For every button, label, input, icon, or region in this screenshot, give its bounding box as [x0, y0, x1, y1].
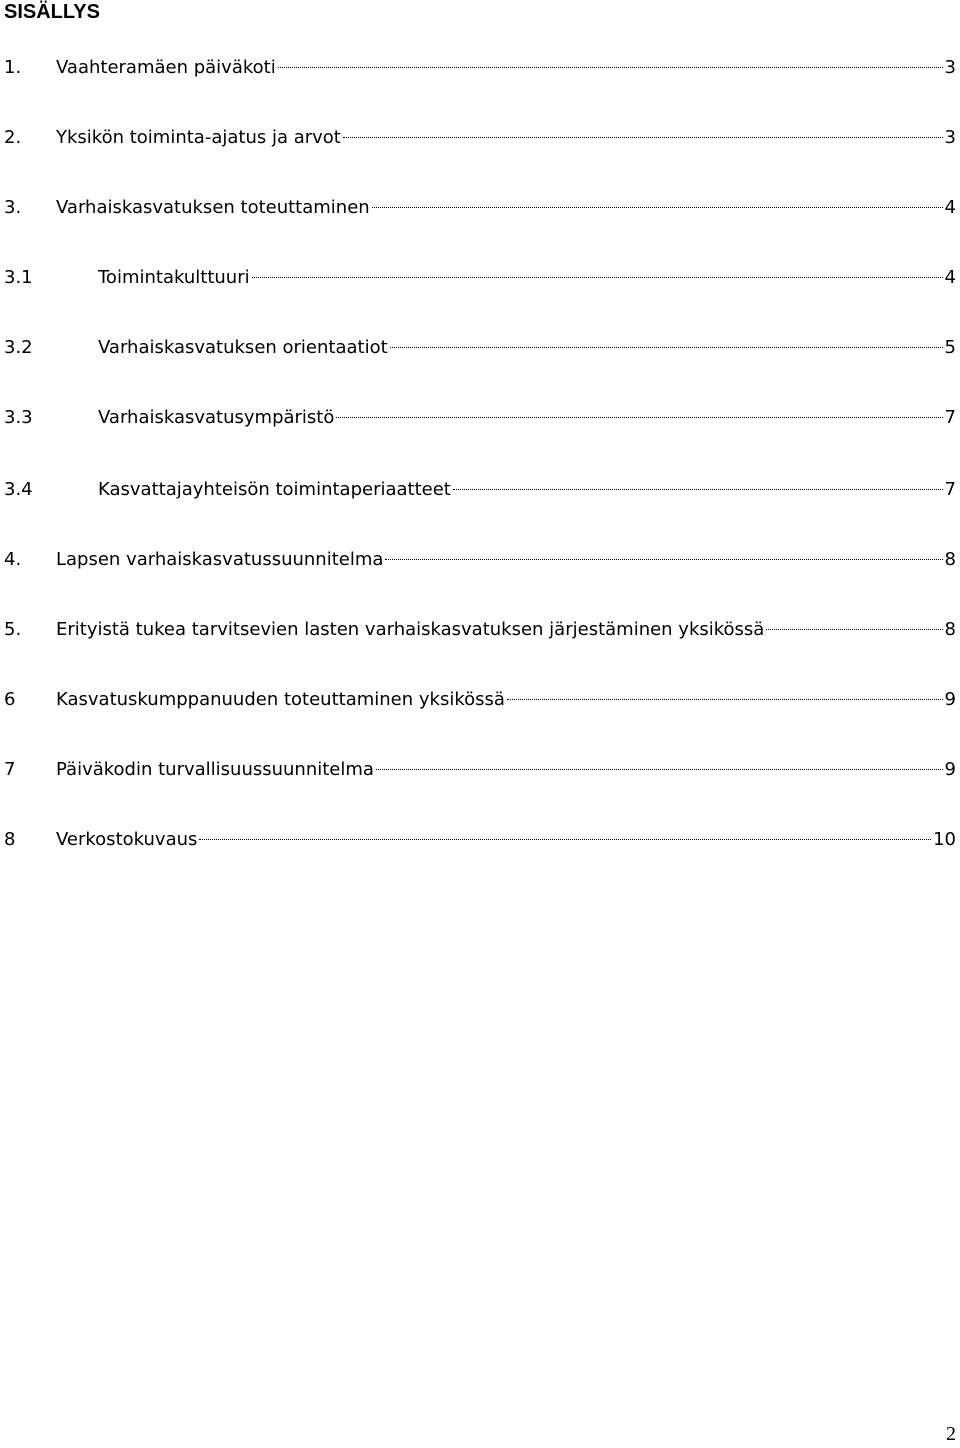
- toc-entry-page: 4: [944, 197, 956, 218]
- toc-entry-title: Varhaiskasvatuksen toteuttaminen: [56, 197, 370, 218]
- toc-entry[interactable]: [4, 266, 956, 290]
- toc-entry-number: 8: [4, 829, 16, 850]
- page-number: 2: [946, 1423, 956, 1445]
- toc-entry-title: Varhaiskasvatusympäristö: [98, 407, 335, 428]
- toc-dot-leader: [453, 489, 943, 490]
- toc-entry-title: Päiväkodin turvallisuussuunnitelma: [56, 759, 374, 780]
- toc-entry[interactable]: [4, 688, 956, 712]
- toc-entry-number: 3.1: [4, 267, 33, 288]
- toc-entry-page: 9: [944, 759, 956, 780]
- toc-entry-title: Lapsen varhaiskasvatussuunnitelma: [56, 549, 384, 570]
- toc-entry-page: 7: [944, 407, 956, 428]
- toc-entry-number: 4.: [4, 549, 22, 570]
- toc-entry-page: 8: [944, 619, 956, 640]
- toc-entry-number: 2.: [4, 127, 22, 148]
- toc-entry[interactable]: [4, 618, 956, 642]
- toc-dot-leader: [252, 277, 943, 278]
- toc-dot-leader: [336, 417, 942, 418]
- toc-entry-number: 7: [4, 759, 16, 780]
- toc-dot-leader: [343, 137, 943, 138]
- toc-dot-leader: [766, 629, 942, 630]
- toc-entry[interactable]: [4, 548, 956, 572]
- toc-entry-number: 6: [4, 689, 16, 710]
- toc-entry-page: 3: [944, 127, 956, 148]
- toc-entry-number: 3.3: [4, 407, 33, 428]
- toc-heading: SISÄLLYS: [4, 1, 100, 23]
- toc-entry-page: 8: [944, 549, 956, 570]
- toc-dot-leader: [278, 67, 943, 68]
- toc-entry-title: Yksikön toiminta-ajatus ja arvot: [56, 127, 341, 148]
- toc-entry-number: 3.4: [4, 479, 33, 500]
- toc-entry-title: Varhaiskasvatuksen orientaatiot: [98, 337, 388, 358]
- toc-entry-title: Kasvatuskumppanuuden toteuttaminen yksikössä: [56, 689, 505, 710]
- toc-dot-leader: [390, 347, 943, 348]
- toc-entry-title: Kasvattajayhteisön toimintaperiaatteet: [98, 479, 451, 500]
- toc-entry-title: Toimintakulttuuri: [98, 267, 250, 288]
- toc-entry-page: 3: [944, 57, 956, 78]
- toc-entry-number: 3.2: [4, 337, 33, 358]
- toc-entry-number: 1.: [4, 57, 22, 78]
- toc-entry-page: 9: [944, 689, 956, 710]
- toc-entry-number: 5.: [4, 619, 22, 640]
- toc-dot-leader: [199, 839, 931, 840]
- toc-entry[interactable]: [4, 758, 956, 782]
- toc-entry-page: 4: [944, 267, 956, 288]
- toc-dot-leader: [376, 769, 943, 770]
- toc-entry[interactable]: [4, 56, 956, 80]
- toc-entry[interactable]: [4, 828, 956, 852]
- toc-entry[interactable]: [4, 478, 956, 502]
- toc-entry[interactable]: [4, 406, 956, 430]
- toc-entry-page: 7: [944, 479, 956, 500]
- toc-entry-title: Erityistä tukea tarvitsevien lasten varhaiskasvatuksen järjestäminen yksikössä: [56, 619, 765, 640]
- toc-dot-leader: [507, 699, 943, 700]
- toc-dot-leader: [372, 207, 943, 208]
- toc-entry-number: 3.: [4, 197, 22, 218]
- toc-entry[interactable]: [4, 196, 956, 220]
- toc-entry[interactable]: [4, 126, 956, 150]
- toc-entry-page: 10: [933, 829, 956, 850]
- toc-dot-leader: [385, 559, 942, 560]
- toc-entry[interactable]: [4, 336, 956, 360]
- toc-entry-title: Vaahteramäen päiväkoti: [56, 57, 276, 78]
- toc-entry-page: 5: [944, 337, 956, 358]
- toc-entry-title: Verkostokuvaus: [56, 829, 198, 850]
